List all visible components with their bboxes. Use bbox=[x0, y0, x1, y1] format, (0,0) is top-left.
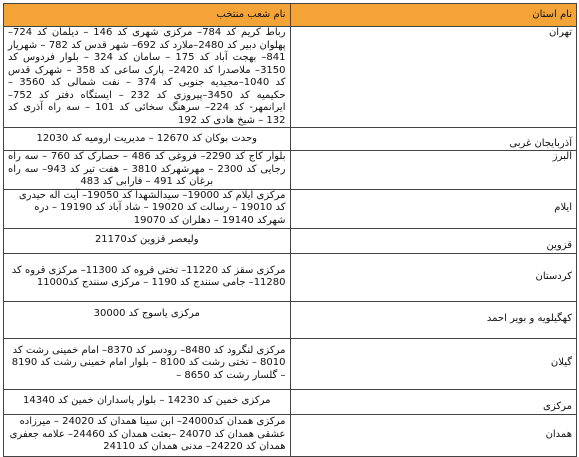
branches-cell: بلوار کاج کد 2290– فروغی کد 486 – حصارک کد 760 – سه راه رجایی کد 2300 – مهرشهرکد 3810 – هفت تیر کد 943– سه راه برغان کد 491 – فارابی کد 483 bbox=[4, 151, 291, 190]
table-row bbox=[4, 338, 577, 389]
branches-cell: وحدت بوکان کد 12670 – مدیریت ارومیه کد 12030 bbox=[4, 128, 291, 151]
branches-cell: مرکزی ایلام کد 19000– سیدالشهدا کد 19050– آیت اله حیدری کد 19010 – رسالت کد 19020 – شاد آباد کد 19190 – دره شهرکد 19140 – دهلران کد 19070 bbox=[4, 189, 291, 228]
branches-cell: مرکزی لنگرود کد 8480– رودسر کد 8370– امام خمینی رشت کد 8010 – تختی رشت کد 8100 – بلوار امام خمینی رشت کد 8190 – گلسار رشت کد 8650 – bbox=[4, 338, 291, 389]
branches-cell: مرکزی یاسوج کد 30000 bbox=[4, 301, 291, 338]
province-cell: قزوین bbox=[290, 228, 577, 253]
branches-cell: رباط کریم کد 784– مرکزی شهری کد 146 – دیلمان کد 724– پهلوان دبیر کد 2480–ملارد کد 692– شهر قدس کد 782 – شهریار 841– بهجت آباد کد 175 – سامان کد 324 – بلوار فردوس کد 3150– ملاصدرا کد 2420– پارک ساعی کد 358 – شهرک قدس کد 1040–مجیدیه جنوبی کد 374 – نفت شمالی کد 3560 – حکیمیه کد 3450–پیروزی کد 232 – ایستگاه دفتر کد 752– ایرانمهر- کد 224– سرهنگ سخائی کد 101 – سه راه آذری کد 132 – شیخ هادی کد 192 bbox=[4, 27, 291, 128]
province-cell: تهران bbox=[290, 27, 577, 128]
branches-cell: ولیعصر قزوین کد21170 bbox=[4, 228, 291, 253]
province-cell: ایلام bbox=[290, 189, 577, 228]
province-cell: همدان bbox=[290, 414, 577, 456]
branches-column-header: نام شعب منتخب bbox=[4, 4, 291, 27]
province-cell: البرز bbox=[290, 151, 577, 190]
province-cell: گیلان bbox=[290, 338, 577, 389]
province-cell: مرکزی bbox=[290, 389, 577, 414]
branches-table bbox=[3, 3, 577, 457]
table-row bbox=[4, 27, 577, 128]
table-row bbox=[4, 189, 577, 228]
province-cell: آذربایجان غربی bbox=[290, 128, 577, 151]
table-row bbox=[4, 128, 577, 151]
table-row bbox=[4, 253, 577, 301]
table-row bbox=[4, 414, 577, 456]
table-row bbox=[4, 301, 577, 338]
province-cell: کردستان bbox=[290, 253, 577, 301]
branches-cell: مرکزی همدان کد24000– ابن سینا همدان کد 24020 – میرزاده عشقی همدان کد 24070 –بعثت همدان کد 24460– علامه جعفری همدان کد 24220– مدنی همدان کد 24110 bbox=[4, 414, 291, 456]
table-row bbox=[4, 228, 577, 253]
province-cell: کهگیلویه و بویر احمد bbox=[290, 301, 577, 338]
branches-cell: مرکزی خمین کد 14230 – بلوار پاسداران خمین کد 14340 bbox=[4, 389, 291, 414]
table-row bbox=[4, 151, 577, 190]
table-row bbox=[4, 389, 577, 414]
province-column-header: نام استان bbox=[290, 4, 577, 27]
table-header-row bbox=[4, 4, 577, 27]
branches-cell: مرکزی سقز کد 11220– تختی قروه کد 11300– مرکزی قروه کد 11280– جامی سنندج کد 1190 – مرکزی سنندج کد11000 bbox=[4, 253, 291, 301]
